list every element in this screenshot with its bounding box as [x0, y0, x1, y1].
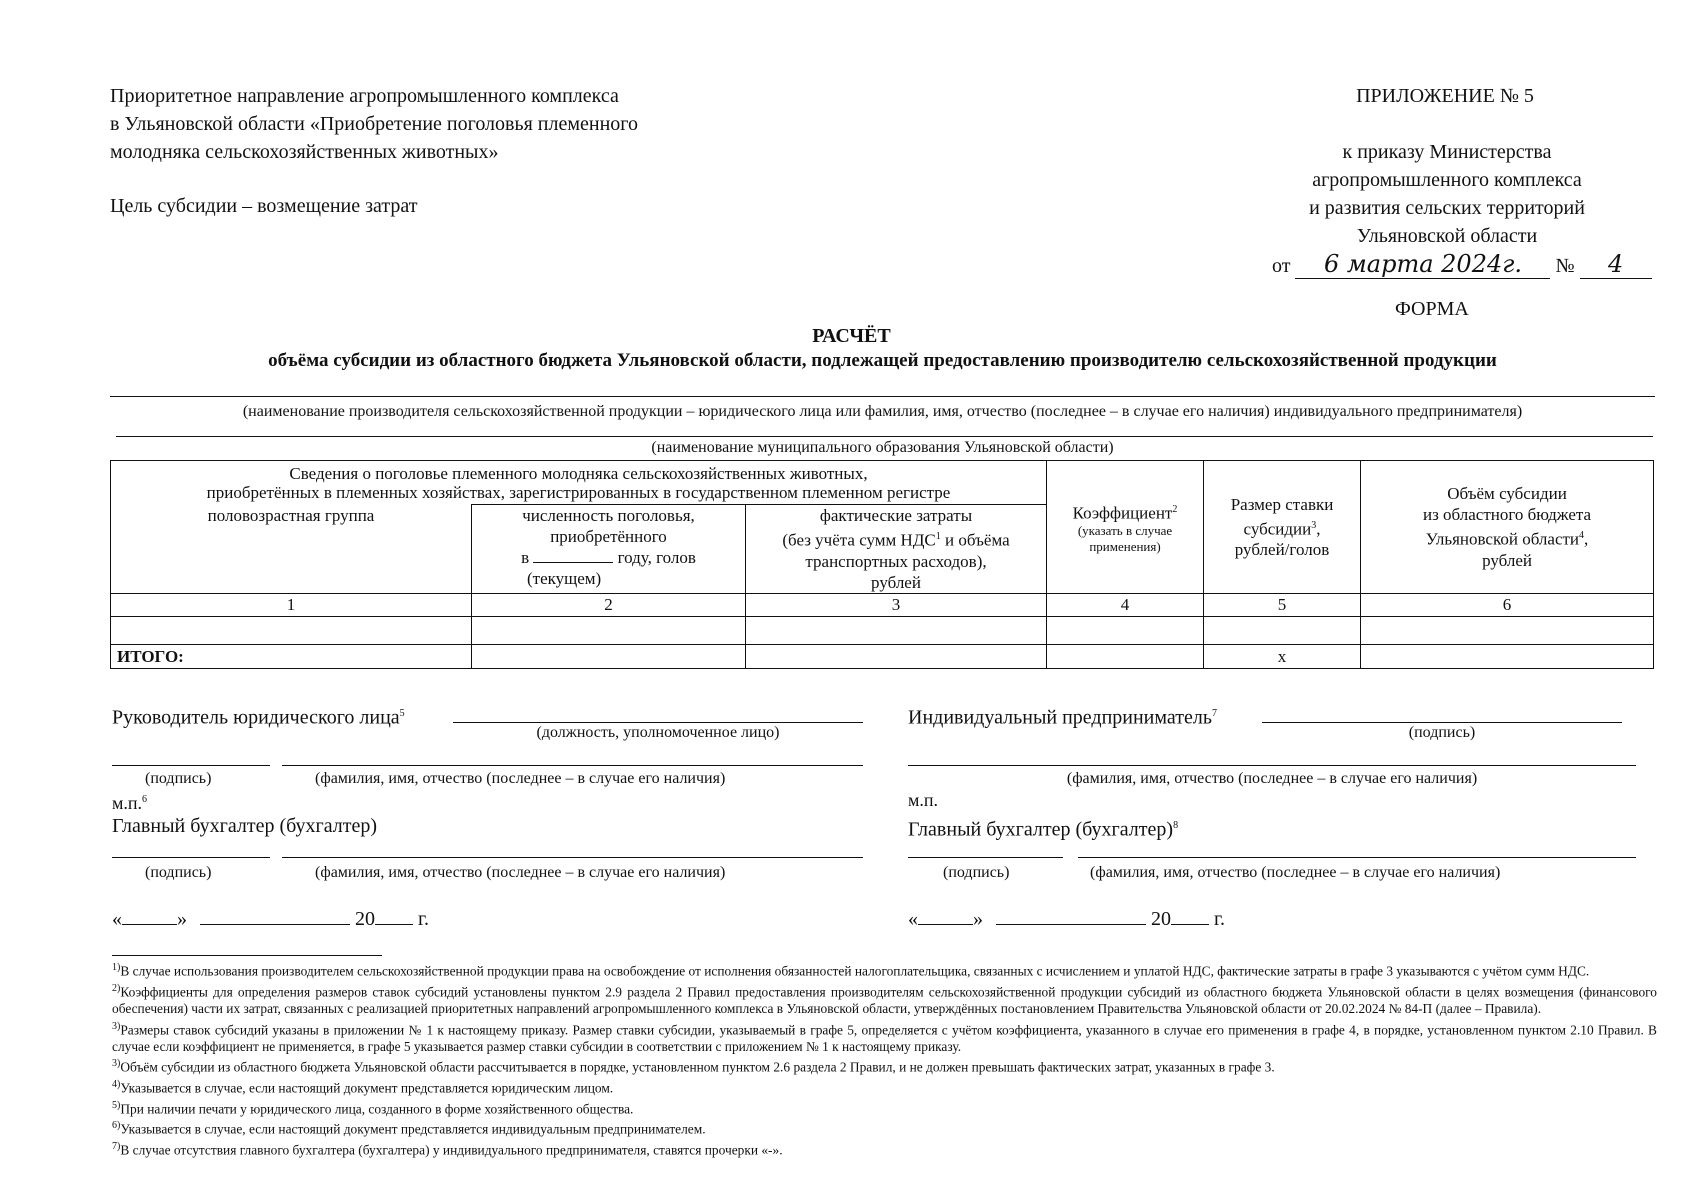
- footnote-text: Объём субсидии из областного бюджета Ульяновской области рассчитывается в порядке, установленном пунктом 2.6 раздела 2 Правил, и не должен превышать фактических затрат, указанных в графе 3.: [120, 1059, 1275, 1075]
- date-prefix: от: [1272, 255, 1291, 277]
- footnote-mark: 7): [112, 1141, 121, 1153]
- column-number: 3: [746, 593, 1047, 616]
- priority-line: молодняка сельскохозяйственных животных»: [110, 141, 499, 163]
- order-line: и развития сельских территорий: [1309, 197, 1585, 219]
- order-reference: [1262, 138, 1632, 250]
- volume-header-line: Объём субсидии: [1447, 484, 1567, 503]
- position-caption: (должность, уполномоченное лицо): [536, 724, 780, 741]
- footnote-text: Указывается в случае, если настоящий документ представляется юридическим лицом.: [120, 1080, 614, 1096]
- table-cell[interactable]: [1361, 616, 1654, 644]
- rate-header: Размер ставки субсидии$^3$, рублей/голов: [1204, 461, 1361, 594]
- table-cell[interactable]: [1047, 644, 1204, 668]
- livestock-info-header: [111, 461, 1047, 505]
- quote-open: «: [112, 908, 122, 930]
- legal-entity-head: [112, 700, 405, 732]
- table-cell[interactable]: [472, 644, 746, 668]
- total-label: ИТОГО:: [111, 644, 472, 668]
- priority-line: в Ульяновской области «Приобретение поголовья племенного: [110, 113, 639, 135]
- producer-caption: (наименование производителя сельскохозяйственной продукции – юридического лица или фамилия, имя, отчество (последнее – в случае его наличия) индивидуального предпринимателя): [242, 403, 1523, 420]
- signature-caption: (подпись): [943, 864, 1010, 881]
- calculation-table: [110, 460, 1654, 669]
- footnote: [112, 1138, 1657, 1159]
- handwritten-number: 4: [1580, 250, 1652, 279]
- table-cell[interactable]: [746, 616, 1047, 644]
- footnote-mark: 6): [112, 1120, 121, 1132]
- individual-entrepreneur: [908, 700, 1217, 732]
- year-blank[interactable]: [1171, 924, 1209, 925]
- number-prefix: №: [1555, 255, 1575, 277]
- fio-line[interactable]: [1078, 857, 1636, 858]
- year-blank: [533, 562, 613, 563]
- position-line[interactable]: [453, 722, 863, 723]
- fio-caption: (фамилия, имя, отчество (последнее – в случае его наличия): [1066, 770, 1478, 787]
- quote-close: »: [973, 908, 983, 930]
- volume-header-line: Ульяновской области: [1425, 529, 1580, 549]
- footnote-ref: 8: [1173, 820, 1179, 831]
- signature-line[interactable]: [112, 765, 270, 766]
- column-number: 4: [1047, 593, 1204, 616]
- year-blank[interactable]: [375, 924, 413, 925]
- costs-header-line: (без учёта сумм НДС: [782, 530, 936, 550]
- footnote-text: В случае отсутствия главного бухгалтера (бухгалтера) у индивидуального предпринимателя, ставятся прочерки «-».: [120, 1142, 783, 1158]
- footnote-mark: 1): [112, 962, 121, 973]
- footnote: [112, 959, 1657, 980]
- ip-label: Индивидуальный предприниматель: [908, 706, 1212, 729]
- footnote-mark: 5): [112, 1099, 121, 1111]
- footnote-ref: 7: [1211, 708, 1217, 719]
- livestock-info-header-line: Сведения о поголовье племенного молодняка сельскохозяйственных животных,: [289, 463, 868, 483]
- footnote-ref: 3: [1311, 519, 1317, 531]
- headcount-header-line: приобретённого: [550, 527, 667, 546]
- quote-close: »: [177, 908, 187, 930]
- subsidy-goal: Цель субсидии – возмещение затрат: [110, 195, 418, 217]
- ip-signature-line[interactable]: [1262, 722, 1622, 723]
- quote-open: «: [908, 908, 918, 930]
- table-cell[interactable]: [746, 644, 1047, 668]
- footnote-ref: 1: [935, 531, 941, 542]
- costs-header-line: и объёма: [940, 530, 1010, 550]
- appendix-title: ПРИЛОЖЕНИЕ № 5: [1356, 85, 1534, 107]
- priority-line: Приоритетное направление агропромышленного комплекса: [110, 85, 619, 107]
- signature-caption: (подпись): [145, 770, 212, 787]
- table-row: [111, 616, 1654, 644]
- column-number: 5: [1204, 593, 1361, 616]
- footnote-text: В случае использования производителем сельскохозяйственной продукции права на освобождение от исполнения обязанностей налогоплательщика, связанных с исчислением и уплатой НДС, фактические затраты в графе 3 указываются с учётом сумм НДС.: [120, 963, 1590, 979]
- stamp-label: м.п.: [112, 793, 143, 813]
- footnote-text: Указывается в случае, если настоящий документ представляется индивидуальным предпринимателем.: [120, 1121, 706, 1137]
- costs-header-line: транспортных расходов),: [805, 551, 987, 571]
- footnote: [112, 1055, 1657, 1076]
- table-cell[interactable]: [1047, 616, 1204, 644]
- date-fill-right: [908, 905, 1225, 933]
- headcount-header-line: численность поголовья,: [522, 506, 695, 525]
- coefficient-header: [1047, 461, 1204, 594]
- year-prefix: 20: [355, 908, 375, 930]
- footnote-separator: [112, 955, 382, 956]
- document-subtitle: объёма субсидии из областного бюджета Ульяновской области, подлежащей предоставлению производителю сельскохозяйственной продукции: [268, 350, 1497, 371]
- footnote-text: Коэффициенты для определения размеров ставок субсидий установлены пунктом 2.9 раздела 2 Правил предоставления производителям сельскохозяйственной продукции субсидий из областного бюджета Ульяновской области в целях возмещения (финансового обеспечения) части их затрат, связанных с реализацией приоритетных направлений агропромышленного комплекса в Ульяновской области, утверждённых постановлением Правительства Ульяновской области от 20.02.2024 № 84-П (далее – Правила).: [112, 984, 1657, 1017]
- day-blank[interactable]: [918, 924, 973, 925]
- fio-line[interactable]: [282, 765, 863, 766]
- footnote-ref: 4: [1579, 530, 1585, 541]
- headcount-header: [472, 505, 746, 594]
- form-label: ФОРМА: [1395, 298, 1469, 320]
- headcount-header-note: (текущем): [527, 569, 602, 588]
- rate-header-line: рублей/голов: [1234, 540, 1330, 560]
- footnote-mark: 3): [112, 1020, 121, 1032]
- coefficient-label: Коэффициент: [1072, 503, 1173, 523]
- ip-fio-line[interactable]: [908, 765, 1636, 766]
- column-number: 2: [472, 593, 746, 616]
- table-cell[interactable]: [111, 616, 472, 644]
- volume-header-line: из областного бюджета: [1422, 505, 1592, 524]
- footnote: [112, 1117, 1657, 1138]
- order-line: Ульяновской области: [1356, 225, 1538, 247]
- fio-caption: (фамилия, имя, отчество (последнее – в случае его наличия): [315, 864, 726, 881]
- producer-name-line[interactable]: [110, 396, 1655, 397]
- total-rate-mark: х: [1204, 644, 1361, 668]
- signature-caption: (подпись): [1408, 724, 1476, 741]
- chief-accountant-left: Главный бухгалтер (бухгалтер): [112, 815, 378, 837]
- handwritten-date: 6 марта 2024г.: [1295, 250, 1550, 279]
- footnote-mark: 3): [112, 1058, 121, 1070]
- table-cell[interactable]: [1204, 616, 1361, 644]
- footnote-mark: 2): [112, 982, 121, 994]
- stamp-place-right: м.п.: [908, 790, 939, 810]
- rate-header-line: Размер ставки: [1230, 494, 1334, 514]
- fio-caption: (фамилия, имя, отчество (последнее – в случае его наличия): [315, 770, 726, 787]
- month-blank[interactable]: [200, 924, 350, 925]
- headcount-header-line: году, голов: [617, 548, 696, 567]
- footnote-mark: 4): [112, 1079, 121, 1091]
- column-numbers-row: [111, 593, 1654, 616]
- age-group-header: [111, 505, 472, 594]
- footnote-ref: 2: [1172, 503, 1178, 515]
- subsidy-volume-header: Объём субсидии из областного бюджета Ульяновской области$^4$, рублей: [1361, 461, 1654, 594]
- column-number: 1: [111, 593, 472, 616]
- footnote: [112, 1076, 1657, 1097]
- priority-direction: [110, 82, 810, 166]
- date-fill-left: [112, 905, 429, 933]
- chief-accountant-label: Главный бухгалтер (бухгалтер): [908, 818, 1174, 841]
- footnote-ref: 5: [399, 708, 405, 719]
- footnote-text: При наличии печати у юридического лица, созданного в форме хозяйственного общества.: [120, 1101, 634, 1117]
- fio-caption: (фамилия, имя, отчество (последнее – в случае его наличия): [1090, 864, 1501, 881]
- costs-header-line: фактические затраты: [819, 506, 973, 525]
- costs-header-line: рублей: [871, 572, 921, 592]
- signature-line[interactable]: [908, 857, 1063, 858]
- head-label: Руководитель юридического лица: [112, 706, 400, 729]
- headcount-header-line: в: [521, 548, 530, 567]
- year-prefix: 20: [1151, 908, 1171, 930]
- stamp-place: [112, 789, 147, 814]
- actual-costs-header: [746, 505, 1047, 594]
- footnotes: [112, 959, 1657, 1159]
- table-cell[interactable]: [472, 616, 746, 644]
- livestock-info-header-line: приобретённых в племенных хозяйствах, зарегистрированных в государственном племенном регистре: [206, 482, 951, 502]
- month-blank[interactable]: [996, 924, 1146, 925]
- footnote-ref: 6: [142, 794, 148, 805]
- signature-line[interactable]: [112, 857, 270, 858]
- signature-caption: (подпись): [145, 864, 212, 881]
- footnote: [112, 980, 1657, 1018]
- footnote: [112, 1097, 1657, 1118]
- day-blank[interactable]: [122, 924, 177, 925]
- fio-line[interactable]: [282, 857, 863, 858]
- footnote: [112, 1018, 1657, 1056]
- chief-accountant-right: [908, 812, 1178, 844]
- year-suffix: г.: [1214, 908, 1225, 930]
- municipality-caption: (наименование муниципального образования Ульяновской области): [651, 439, 1114, 456]
- table-cell[interactable]: [1361, 644, 1654, 668]
- year-suffix: г.: [418, 908, 429, 930]
- coefficient-note: (указать в случае применения): [1077, 523, 1173, 555]
- rate-header-line: субсидии: [1243, 519, 1312, 539]
- volume-header-line: рублей: [1482, 550, 1532, 570]
- order-line: агропромышленного комплекса: [1312, 169, 1582, 191]
- age-group-label: половозрастная группа: [207, 505, 375, 525]
- municipality-line[interactable]: [116, 436, 1653, 437]
- total-row: [111, 644, 1654, 668]
- document-title: РАСЧЁТ: [812, 325, 891, 347]
- footnote-text: Размеры ставок субсидий указаны в приложении № 1 к настоящему приказу. Размер ставки субсидии, указываемый в графе 5, определяется с учётом коэффициента, указанного в случае его применения в графе 4, в порядке, установленном пунктом 2.10 Правил. В случае если коэффициент не применяется, в графе 5 указывается размер ставки субсидии в соответствии с приложением № 1 к настоящему приказу.: [112, 1022, 1657, 1055]
- order-line: к приказу Министерства: [1342, 141, 1552, 163]
- column-number: 6: [1361, 593, 1654, 616]
- order-date-line: [1272, 250, 1652, 280]
